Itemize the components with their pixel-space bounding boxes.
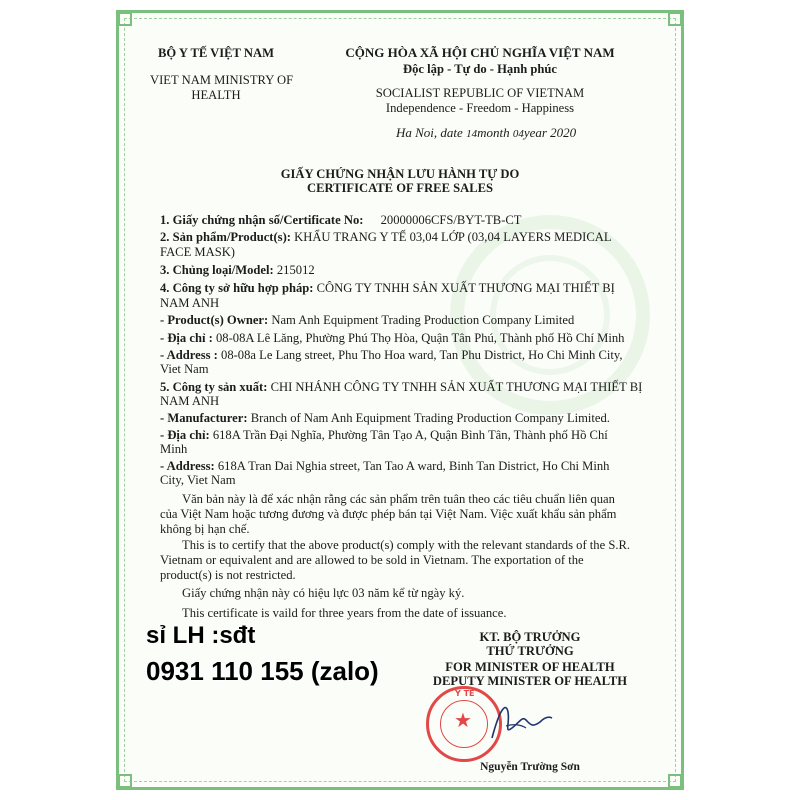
- handwritten-signature: [486, 698, 556, 744]
- date-year: 2020: [550, 125, 577, 140]
- signature-deputy-vn: THỨ TRƯỞNG: [486, 644, 574, 658]
- signature-kt: KT. BỘ TRƯỞNG: [479, 630, 581, 644]
- owner-en-row: [160, 313, 574, 327]
- manufacturer-label: 5. Công ty sản xuất:: [160, 380, 268, 394]
- certificate-number-value: 20000006CFS/BYT-TB-CT: [380, 213, 522, 227]
- statement-vn-line1: Văn bản này là để xác nhận rằng các sản phẩm trên tuân theo các tiêu chuẩn liên quan: [182, 492, 615, 506]
- owner-row: [160, 281, 615, 295]
- manufacturer-address-vn-line2: Minh: [160, 442, 188, 456]
- product-value: KHẨU TRANG Y TẾ 03,04 LỚP (03,04 LAYERS MEDICAL: [294, 230, 612, 244]
- statement-en-line3: product(s) is not restricted.: [160, 568, 296, 582]
- certificate-number-label: 1. Giấy chứng nhận số/Certificate No:: [160, 213, 364, 227]
- border-corner: [668, 774, 682, 788]
- manufacturer-address-vn-row: [160, 428, 608, 442]
- owner-address-vn-label: - Địa chỉ :: [160, 331, 213, 345]
- owner-address-en-value: 08-08a Le Lang street, Phu Tho Hoa ward, Tan Phu District, Ho Chi Minh City,: [221, 348, 623, 362]
- product-row: [160, 230, 612, 244]
- certificate-title-en: CERTIFICATE OF FREE SALES: [306, 181, 494, 195]
- validity-vn: Giấy chứng nhận này có hiệu lực 03 năm kể từ ngày ký.: [182, 586, 465, 600]
- signature-deputy-en: DEPUTY MINISTER OF HEALTH: [432, 674, 628, 688]
- product-value-line2: FACE MASK): [160, 245, 235, 259]
- certificate-number-row: [160, 213, 522, 227]
- border-corner: [668, 12, 682, 26]
- manufacturer-address-en-line2: City, Viet Nam: [160, 473, 236, 487]
- manufacturer-value: CHI NHÁNH CÔNG TY TNHH SẢN XUẤT THƯƠNG MẠI THIẾT BỊ: [270, 380, 643, 394]
- republic-name-vn: CỘNG HÒA XÃ HỘI CHỦ NGHĨA VIỆT NAM: [345, 45, 615, 60]
- validity-en: This certificate is vaild for three years from the date of issuance.: [182, 606, 507, 620]
- manufacturer-en-row: [160, 411, 610, 425]
- signature-for-minister: FOR MINISTER OF HEALTH: [445, 660, 615, 674]
- border-corner: [118, 12, 132, 26]
- model-label: 3. Chủng loại/Model:: [160, 263, 274, 277]
- contact-overlay-line1: sỉ LH :sđt: [146, 622, 256, 649]
- ministry-name-vn: BỘ Y TẾ VIỆT NAM: [158, 46, 274, 60]
- ministry-name-en-line1: VIET NAM MINISTRY OF: [150, 73, 294, 87]
- manufacturer-address-vn-value: 618A Trần Đại Nghĩa, Phường Tân Tạo A, Quận Bình Tân, Thành phố Hồ Chí: [212, 428, 608, 442]
- owner-address-vn-row: [160, 331, 624, 345]
- owner-value: CÔNG TY TNHH SẢN XUẤT THƯƠNG MẠI THIẾT BỊ: [316, 281, 615, 295]
- date-month: 04: [512, 128, 524, 140]
- owner-address-en-row: [160, 348, 623, 362]
- owner-value-line2: NAM ANH: [160, 296, 220, 310]
- seal-text: Y TẾ: [455, 689, 475, 698]
- model-row: [160, 263, 315, 277]
- motto-vn: Độc lập - Tự do - Hạnh phúc: [403, 62, 557, 76]
- contact-overlay-phone: 0931 110 155 (zalo): [146, 656, 379, 686]
- manufacturer-row: [160, 380, 642, 394]
- model-value: 215012: [276, 263, 315, 277]
- manufacturer-en-label: - Manufacturer:: [160, 411, 248, 425]
- manufacturer-value-line2: NAM ANH: [160, 394, 220, 408]
- date-prefix: Ha Noi, date: [396, 125, 463, 140]
- owner-en-value: Nam Anh Equipment Trading Production Company Limited: [271, 313, 575, 327]
- republic-name-en: SOCIALIST REPUBLIC OF VIETNAM: [375, 86, 585, 100]
- statement-en-line1: This is to certify that the above product(s) comply with the relevant standards of the S.R.: [182, 538, 631, 552]
- statement-vn-line3: không bị hạn chế.: [160, 522, 250, 536]
- owner-address-en-label: - Address :: [160, 348, 218, 362]
- seal-star-icon: ★: [454, 708, 472, 732]
- manufacturer-address-en-label: - Address:: [160, 459, 215, 473]
- manufacturer-en-value: Branch of Nam Anh Equipment Trading Production Company Limited.: [250, 411, 610, 425]
- date-day: 14: [466, 128, 478, 140]
- statement-en-line2: Vietnam or equivalent and are allowed to be sold in Vietnam. The exportation of the: [160, 553, 584, 567]
- issue-date: [396, 126, 576, 141]
- product-label: 2. Sản phẩm/Product(s):: [160, 230, 291, 244]
- owner-label: 4. Công ty sở hữu hợp pháp:: [160, 281, 314, 295]
- manufacturer-address-en-row: [160, 459, 609, 473]
- motto-en: Independence - Freedom - Happiness: [385, 101, 575, 115]
- owner-address-en-line2: Viet Nam: [160, 362, 209, 376]
- certificate-title-vn: GIẤY CHỨNG NHẬN LƯU HÀNH TỰ DO: [280, 167, 520, 181]
- date-month-label: month: [477, 125, 510, 140]
- owner-en-label: - Product(s) Owner:: [160, 313, 269, 327]
- signer-name: Nguyễn Trường Sơn: [480, 761, 580, 773]
- statement-vn-line2: của Việt Nam hoặc tương đương và được phép bán tại Việt Nam. Việc xuất khẩu sản phẩm: [160, 507, 617, 521]
- owner-address-vn-value: 08-08A Lê Lăng, Phường Phú Thọ Hòa, Quận Tân Phú, Thành phố Hồ Chí Minh: [215, 331, 625, 345]
- ministry-name-en-line2: HEALTH: [191, 88, 241, 102]
- date-year-label: year: [523, 125, 547, 140]
- border-corner: [118, 774, 132, 788]
- manufacturer-address-en-value: 618A Tran Dai Nghia street, Tan Tao A ward, Binh Tan District, Ho Chi Minh: [217, 459, 610, 473]
- manufacturer-address-vn-label: - Địa chỉ:: [160, 428, 210, 442]
